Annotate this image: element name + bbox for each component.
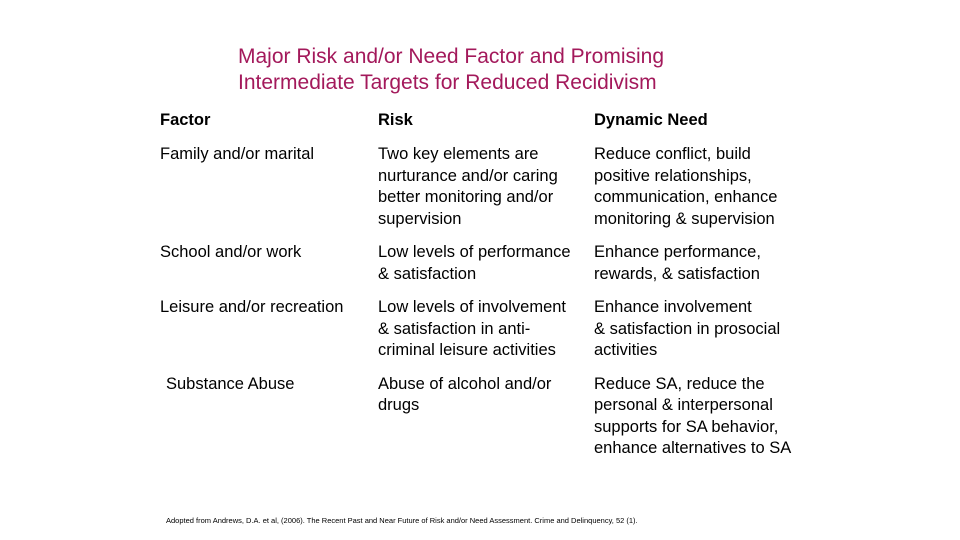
cell-line: Reduce SA, reduce the: [594, 374, 765, 393]
cell-line: & satisfaction in anti-: [378, 319, 531, 338]
table-header-row: [160, 106, 824, 144]
cell-line: better monitoring and/or: [378, 188, 554, 206]
risk-cell: [378, 297, 594, 374]
cell-line: communication, enhance: [594, 188, 778, 206]
citation-footnote: Adopted from Andrews, D.A. et al, (2006). The Recent Past and Near Future of Risk and/or Need Assessment. Crime and Delinquency, 52 (1).: [166, 516, 638, 525]
cell-line: positive relationships,: [594, 166, 752, 185]
risk-cell: [378, 374, 594, 472]
cell-line: Abuse of alcohol and/or: [378, 374, 552, 393]
cell-line: Leisure and/or recreation: [160, 298, 344, 316]
title-line-2: Intermediate Targets for Reduced Recidivism: [238, 71, 657, 94]
title-line-1: Major Risk and/or Need Factor and Promising: [238, 45, 665, 68]
cell-line: activities: [594, 341, 658, 359]
risk-need-table: [160, 106, 824, 472]
factor-cell: [160, 242, 378, 297]
table-row: [160, 144, 824, 242]
cell-line: rewards, & satisfaction: [594, 264, 760, 283]
cell-line: nurturance and/or caring: [378, 166, 558, 185]
cell-line: supports for SA behavior,: [594, 417, 779, 436]
cell-line: supervision: [378, 209, 462, 228]
header-dynamic-need: Dynamic Need: [594, 111, 708, 129]
factor-cell: [160, 374, 378, 472]
need-cell: [594, 297, 824, 374]
cell-line: & satisfaction in prosocial: [594, 319, 781, 338]
need-cell: [594, 374, 824, 472]
cell-line: Reduce conflict, build: [594, 145, 751, 163]
risk-cell: [378, 144, 594, 242]
cell-line: drugs: [378, 396, 420, 414]
risk-cell: [378, 242, 594, 297]
header-risk: Risk: [378, 111, 413, 129]
cell-line: School and/or work: [160, 243, 302, 261]
cell-line: criminal leisure activities: [378, 341, 556, 359]
cell-line: enhance alternatives to SA: [594, 439, 792, 457]
cell-line: monitoring & supervision: [594, 209, 775, 228]
cell-line: & satisfaction: [378, 264, 477, 283]
need-cell: [594, 144, 824, 242]
cell-line: Two key elements are: [378, 145, 539, 163]
cell-line: Low levels of performance: [378, 243, 571, 261]
slide-title: [238, 44, 838, 96]
cell-line: Low levels of involvement: [378, 298, 567, 316]
table-row: [160, 242, 824, 297]
cell-line: Enhance performance,: [594, 243, 761, 261]
table-row: [160, 297, 824, 374]
cell-line: Substance Abuse: [166, 374, 295, 393]
cell-line: Enhance involvement: [594, 298, 752, 316]
cell-line: Family and/or marital: [160, 145, 315, 163]
table-row: [160, 374, 824, 472]
factor-cell: [160, 297, 378, 374]
factor-cell: [160, 144, 378, 242]
header-factor: Factor: [160, 111, 211, 129]
need-cell: [594, 242, 824, 297]
cell-line: personal & interpersonal: [594, 396, 773, 414]
